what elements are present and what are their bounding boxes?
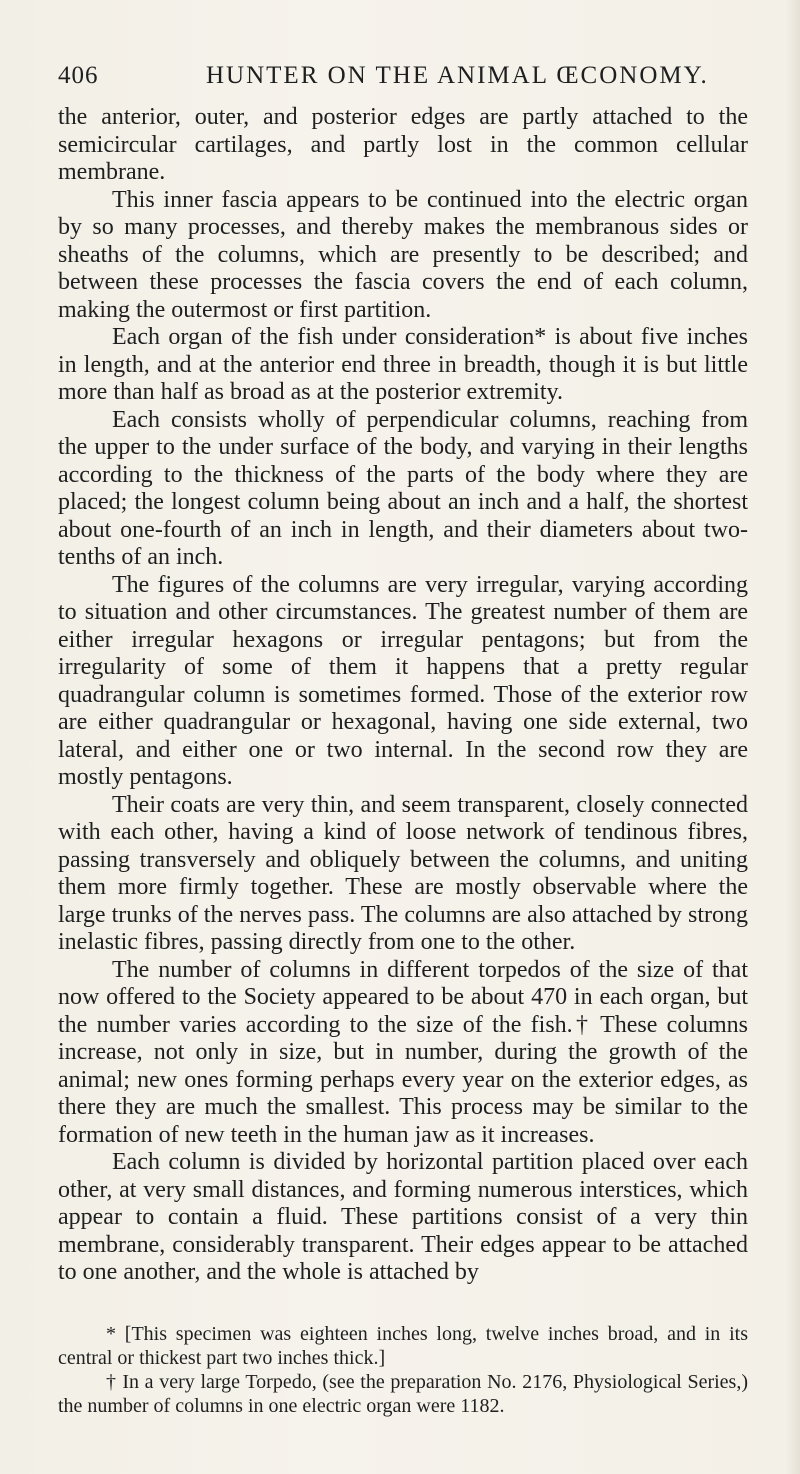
paragraph: Their coats are very thin, and seem transparent, closely connected with each other, having a kind of loose network of tendinous fibres, passing transversely and obliquely between the columns, and uniting them more firmly together. These are mostly observable where the large trunks of the nerves pass. The columns are also attached by strong inelastic fibres, passing directly from one to the other.: [58, 791, 748, 955]
footnote: * [This specimen was eighteen inches long, twelve inches broad, and in its central or thickest part two inches thick.]: [58, 1323, 748, 1369]
footnotes: [58, 1322, 748, 1418]
paragraph: the anterior, outer, and posterior edges are partly attached to the semicircular cartilages, and partly lost in the common cellular membrane.: [58, 104, 748, 185]
page-header: [58, 62, 748, 100]
paragraph: Each column is divided by horizontal partition placed over each other, at very small distances, and forming numerous interstices, which appear to contain a fluid. These partitions consist of a very thin membrane, considerably transparent. Their edges appear to be attached to one another, and the whole is attached by: [58, 1149, 748, 1285]
page-number: 406: [58, 62, 99, 89]
running-head: HUNTER ON THE ANIMAL ŒCONOMY.: [206, 62, 709, 89]
body-text: [58, 104, 748, 1287]
paragraph: Each organ of the fish under consideration* is about five inches in length, and at the anterior end three in breadth, though it is but little more than half as broad as at the posterior extremity.: [58, 324, 748, 405]
page-edge-shadow: [786, 0, 800, 1474]
paragraph: Each consists wholly of perpendicular columns, reaching from the upper to the under surface of the body, and varying in their lengths according to the thickness of the parts of the body where they are placed; the longest column being about an inch and a half, the shortest about one-fourth of an inch in length, and their diameters about two-tenths of an inch.: [58, 406, 748, 570]
paragraph: The figures of the columns are very irregular, varying according to situation and other circumstances. The greatest number of them are either irregular hexagons or irregular pentagons; but from the irregularity of some of them it happens that a pretty regular quadrangular column is sometimes formed. Those of the exterior row are either quadrangular or hexagonal, having one side external, two lateral, and either one or two internal. In the second row they are mostly pentagons.: [58, 571, 748, 790]
paragraph: The number of columns in different torpedos of the size of that now offered to the Society appeared to be about 470 in each organ, but the number varies according to the size of the fish.† These columns increase, not only in size, but in number, during the growth of the animal; new ones forming perhaps every year on the exterior edges, as there they are much the smallest. This process may be similar to the formation of new teeth in the human jaw as it increases.: [58, 956, 748, 1148]
footnote: † In a very large Torpedo, (see the preparation No. 2176, Physiological Series,) the number of columns in one electric organ were 1182.: [58, 1371, 748, 1417]
paragraph: This inner fascia appears to be continued into the electric organ by so many processes, and thereby makes the membranous sides or sheaths of the columns, which are presently to be described; and between these processes the fascia covers the end of each column, making the outermost or first partition.: [58, 186, 748, 323]
